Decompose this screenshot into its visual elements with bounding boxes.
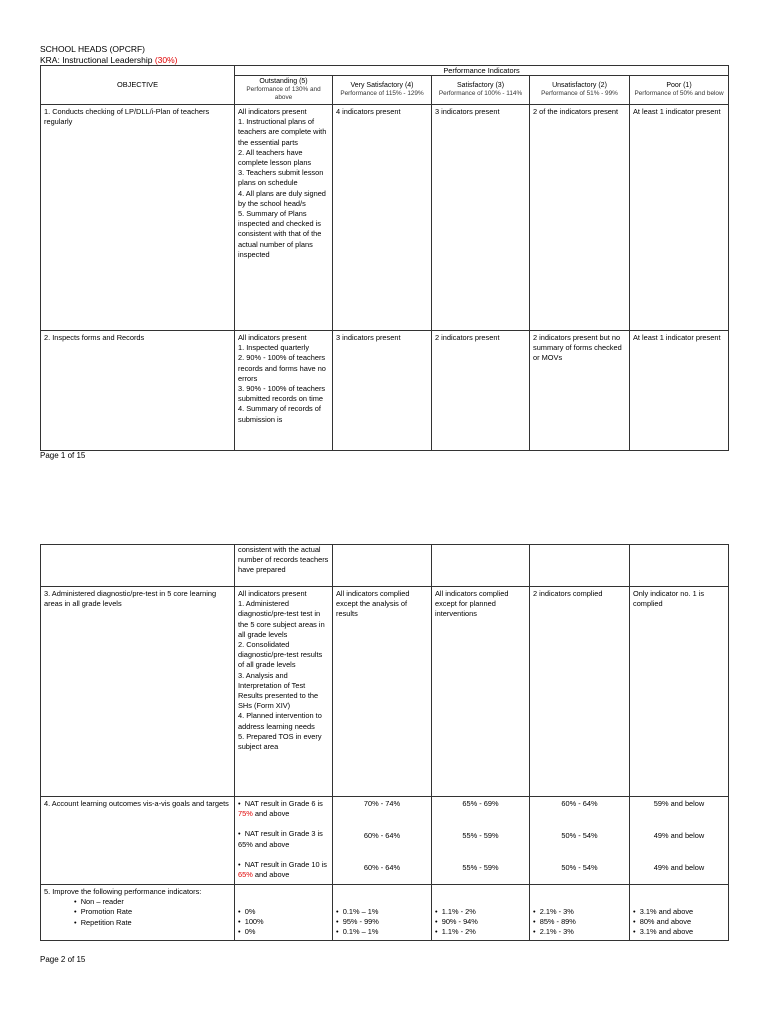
very-satisfactory-cell: 4 indicators present xyxy=(333,105,432,331)
table-row xyxy=(41,331,729,451)
unsatisfactory-cell: 2 indicators present but no summary of forms checked or MOVs xyxy=(530,331,630,451)
satisfactory-cell: All indicators complied except for planned interventions xyxy=(432,587,530,797)
document-title xyxy=(40,44,178,66)
kra-weight: (30%) xyxy=(154,55,178,65)
very-satisfactory-cell: All indicators complied except the analysis of results xyxy=(333,587,432,797)
level-poor: Poor (1) Performance of 50% and below xyxy=(630,76,729,105)
outstanding-cell: • 0% • 100% • 0% xyxy=(235,885,333,941)
objective-cell: 3. Administered diagnostic/pre-test in 5 core learning areas in all grade levels xyxy=(41,587,235,797)
page-number: Page 1 of 15 xyxy=(40,451,86,460)
satisfactory-cell: 3 indicators present xyxy=(432,105,530,331)
unsatisfactory-cell: 60% - 64% 50% - 54% 50% - 54% xyxy=(530,797,630,885)
kra-line: KRA: Instructional Leadership (30%) xyxy=(40,55,178,65)
satisfactory-cell: • 1.1% - 2% • 90% - 94% • 1.1% - 2% xyxy=(432,885,530,941)
table-row xyxy=(41,797,729,885)
table-row xyxy=(41,545,729,587)
poor-cell: 59% and below 49% and below 49% and below xyxy=(630,797,729,885)
table-row xyxy=(41,105,729,331)
objective-cell: 4. Account learning outcomes vis-a-vis goals and targets xyxy=(41,797,235,885)
poor-cell: At least 1 indicator present xyxy=(630,331,729,451)
level-unsatisfactory: Unsatisfactory (2) Performance of 51% - 99% xyxy=(530,76,630,105)
very-satisfactory-cell: 3 indicators present xyxy=(333,331,432,451)
level-outstanding: Outstanding (5) Performance of 130% and above xyxy=(235,76,333,105)
level-very-satisfactory: Very Satisfactory (4) Performance of 115% - 129% xyxy=(333,76,432,105)
performance-indicators-header: Performance Indicators xyxy=(235,66,729,76)
table-row xyxy=(41,587,729,797)
poor-cell: Only indicator no. 1 is complied xyxy=(630,587,729,797)
poor-cell: At least 1 indicator present xyxy=(630,105,729,331)
poor-cell: • 3.1% and above • 80% and above • 3.1% and above xyxy=(630,885,729,941)
objective-header: OBJECTIVE xyxy=(41,66,235,105)
form-title: SCHOOL HEADS (OPCRF) xyxy=(40,44,146,54)
satisfactory-cell: 65% - 69% 55% - 59% 55% - 59% xyxy=(432,797,530,885)
unsatisfactory-cell: 2 of the indicators present xyxy=(530,105,630,331)
outstanding-cell: All indicators present 1. Instructional plans of teachers are complete with the essential parts 2. All teachers have complete lesson plans 3. Teachers submit lesson plans on schedule 4. All plans are duly signed by the school head/s 5. Summary of Plans inspected and checked is consistent with that of the actual number of plans inspected xyxy=(235,105,333,331)
outstanding-cell: All indicators present 1. Administered diagnostic/pre-test test in the 5 core subject areas in all grade levels 2. Consolidated diagnostic/pre-test results of all grade levels 3. Analysis and Interpretation of Test Results presented to the SHs (Form XIV) 4. Planned intervention to address learning needs 5. Prepared TOS in every subject area xyxy=(235,587,333,797)
unsatisfactory-cell: 2 indicators complied xyxy=(530,587,630,797)
level-satisfactory: Satisfactory (3) Performance of 100% - 114% xyxy=(432,76,530,105)
objective-cell: 2. Inspects forms and Records xyxy=(41,331,235,451)
page-number: Page 2 of 15 xyxy=(40,955,86,964)
outstanding-cell: • NAT result in Grade 6 is 75% and above • NAT result in Grade 3 is 65% and above • NAT result in Grade 10 is 65% and above xyxy=(235,797,333,885)
satisfactory-cell: 2 indicators present xyxy=(432,331,530,451)
objective-cell: 1. Conducts checking of LP/DLL/i-Plan of teachers regularly xyxy=(41,105,235,331)
table-row xyxy=(41,885,729,941)
performance-table-page1 xyxy=(40,65,729,451)
very-satisfactory-cell: • 0.1% – 1% • 95% - 99% • 0.1% – 1% xyxy=(333,885,432,941)
unsatisfactory-cell: • 2.1% - 3% • 85% - 89% • 2.1% - 3% xyxy=(530,885,630,941)
outstanding-cell: All indicators present 1. Inspected quarterly 2. 90% - 100% of teachers records and forms have no errors 3. 90% - 100% of teachers submitted records on time 4. Summary of records of submission is xyxy=(235,331,333,451)
performance-table-page2 xyxy=(40,544,729,941)
continuation-cell: consistent with the actual number of records teachers have prepared xyxy=(235,545,333,587)
objective-cell: 5. Improve the following performance indicators: • Non – reader • Promotion Rate • Repetition Rate xyxy=(41,885,235,941)
very-satisfactory-cell: 70% - 74% 60% - 64% 60% - 64% xyxy=(333,797,432,885)
